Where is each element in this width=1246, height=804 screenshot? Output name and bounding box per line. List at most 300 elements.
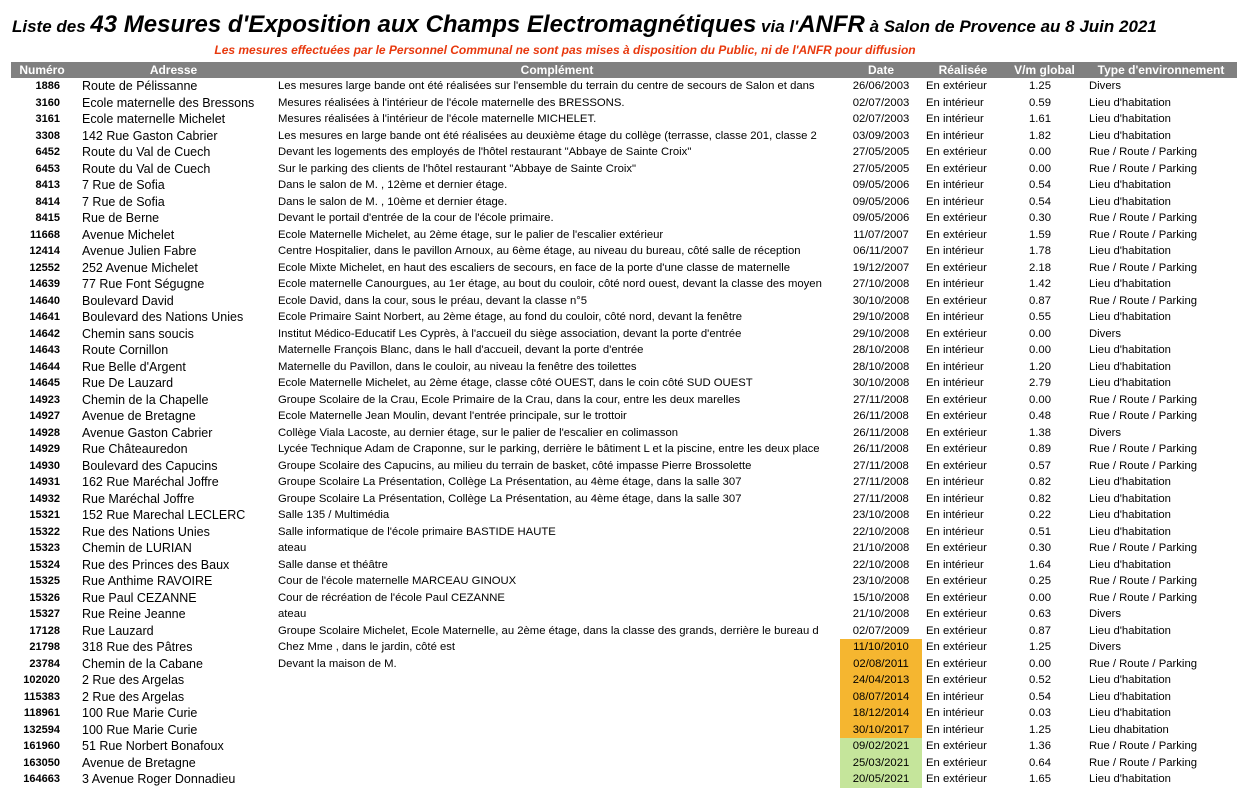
cell-vm-global: 0.63 <box>1029 608 1051 621</box>
cell-date: 25/03/2021 <box>840 755 922 772</box>
cell-complement: Ecole Primaire Saint Norbert, au 2ème étage, au fond du couloir, côté nord, devant la fenêtre <box>278 311 743 324</box>
cell-type-environnement: Lieu d'habitation <box>1089 311 1171 324</box>
cell-type-environnement: Lieu d'habitation <box>1089 179 1171 192</box>
cell-vm-global: 1.78 <box>1029 245 1051 258</box>
table-row <box>11 524 1237 541</box>
cell-type-environnement: Lieu d'habitation <box>1089 344 1171 357</box>
table-row <box>11 95 1237 112</box>
cell-adresse: Route du Val de Cuech <box>82 161 211 176</box>
cell-numero: 3160 <box>35 96 60 109</box>
cell-date: 26/11/2008 <box>853 443 909 456</box>
cell-vm-global: 0.87 <box>1029 624 1051 637</box>
cell-vm-global: 1.38 <box>1029 426 1051 439</box>
cell-vm-global: 0.00 <box>1029 591 1051 604</box>
table-row <box>11 755 1237 772</box>
cell-date: 09/05/2006 <box>852 179 910 192</box>
cell-type-environnement: Lieu d'habitation <box>1089 195 1171 208</box>
cell-vm-global: 0.89 <box>1029 443 1051 456</box>
table-body <box>11 78 1237 788</box>
cell-date: 24/04/2013 <box>840 672 922 689</box>
cell-realisee: En intérieur <box>926 360 984 373</box>
cell-type-environnement: Lieu d'habitation <box>1089 278 1171 291</box>
table-row <box>11 639 1237 656</box>
cell-type-environnement: Rue / Route / Parking <box>1089 459 1198 472</box>
header-realisee[interactable]: Réalisée <box>922 62 1004 78</box>
table-row <box>11 309 1237 326</box>
table-row <box>11 342 1237 359</box>
table-row <box>11 293 1237 310</box>
cell-complement: Ecole Mixte Michelet, en haut des escaliers de secours, en face de la porte d'une classe de maternelle <box>278 261 791 274</box>
cell-realisee: En extérieur <box>926 228 987 241</box>
cell-date: 09/05/2006 <box>852 195 910 208</box>
table-row <box>11 243 1237 260</box>
cell-type-environnement: Rue / Route / Parking <box>1089 657 1198 670</box>
cell-numero: 14644 <box>29 360 60 373</box>
cell-realisee: En extérieur <box>926 327 987 340</box>
cell-vm-global: 0.57 <box>1029 459 1051 472</box>
cell-numero: 17128 <box>29 624 60 637</box>
cell-realisee: En intérieur <box>926 476 984 489</box>
cell-complement: Groupe Scolaire de la Crau, Ecole Primaire de la Crau, dans la cour, entre les deux marelles <box>278 393 741 406</box>
header-date[interactable]: Date <box>840 62 922 78</box>
cell-complement <box>274 722 840 739</box>
cell-numero: 11668 <box>30 228 60 241</box>
cell-adresse: 7 Rue de Sofia <box>82 178 165 193</box>
cell-type-environnement: Lieu d'habitation <box>1089 129 1171 142</box>
cell-adresse: Chemin sans soucis <box>82 326 194 341</box>
cell-type-environnement: Lieu d'habitation <box>1089 245 1171 258</box>
cell-type-environnement: Lieu d'habitation <box>1089 558 1171 571</box>
cell-numero: 14639 <box>29 278 60 291</box>
cell-realisee: En intérieur <box>926 113 984 126</box>
cell-complement: Devant la maison de M. <box>278 657 397 670</box>
cell-date: 18/12/2014 <box>840 705 922 722</box>
cell-vm-global: 0.54 <box>1029 690 1051 703</box>
cell-vm-global: 0.30 <box>1029 212 1051 225</box>
cell-type-environnement: Divers <box>1089 426 1122 439</box>
cell-type-environnement: Lieu d'habitation <box>1089 96 1171 109</box>
table-row <box>11 161 1237 178</box>
cell-numero: 6452 <box>35 146 60 159</box>
cell-complement: Ecole Maternelle Jean Moulin, devant l'entrée principale, sur le trottoir <box>278 410 627 423</box>
cell-adresse: 3 Avenue Roger Donnadieu <box>82 772 236 787</box>
cell-vm-global: 1.20 <box>1029 360 1051 373</box>
cell-numero: 21798 <box>29 641 60 654</box>
cell-vm-global: 1.42 <box>1029 278 1051 291</box>
table-row <box>11 590 1237 607</box>
cell-vm-global: 0.30 <box>1029 542 1051 555</box>
cell-complement: Salle 135 / Multimédia <box>278 509 390 522</box>
cell-vm-global: 2.18 <box>1029 261 1051 274</box>
cell-vm-global: 0.82 <box>1029 492 1051 505</box>
cell-vm-global: 1.64 <box>1029 558 1051 571</box>
cell-adresse: Avenue de Bretagne <box>82 755 196 770</box>
cell-adresse: Route de Pélissanne <box>82 79 198 94</box>
cell-vm-global: 0.03 <box>1029 707 1051 720</box>
cell-numero: 14645 <box>29 377 60 390</box>
cell-adresse: Rue Reine Jeanne <box>82 607 186 622</box>
cell-date: 02/08/2011 <box>840 656 922 673</box>
cell-realisee: En intérieur <box>926 723 984 736</box>
cell-numero: 15321 <box>29 509 60 522</box>
cell-realisee: En extérieur <box>926 542 987 555</box>
cell-adresse: Route du Val de Cuech <box>82 145 211 160</box>
cell-complement: Salle informatique de l'école primaire BASTIDE HAUTE <box>278 525 556 538</box>
cell-numero: 12414 <box>29 245 60 258</box>
table-row <box>11 722 1237 739</box>
cell-complement: Mesures réalisées à l'intérieur de l'école maternelle MICHELET. <box>278 113 597 126</box>
cell-date: 11/10/2010 <box>840 639 922 656</box>
cell-realisee: En extérieur <box>926 443 987 456</box>
cell-type-environnement: Rue / Route / Parking <box>1089 740 1198 753</box>
cell-adresse: Rue De Lauzard <box>82 376 174 391</box>
cell-date: 27/11/2008 <box>853 393 909 406</box>
cell-adresse: Rue de Berne <box>82 211 160 226</box>
cell-date: 26/06/2003 <box>852 80 910 93</box>
table-row <box>11 623 1237 640</box>
cell-complement: ateau <box>278 542 307 555</box>
cell-numero: 15324 <box>29 558 60 571</box>
cell-numero: 3308 <box>35 129 60 142</box>
cell-adresse: Chemin de LURIAN <box>82 541 192 556</box>
cell-vm-global: 0.25 <box>1029 575 1051 588</box>
cell-vm-global: 0.82 <box>1029 476 1051 489</box>
table-row <box>11 260 1237 277</box>
cell-adresse: 77 Rue Font Ségugne <box>82 277 205 292</box>
cell-vm-global: 1.25 <box>1029 641 1051 654</box>
cell-realisee: En intérieur <box>926 525 984 538</box>
cell-adresse: 100 Rue Marie Curie <box>82 722 198 737</box>
cell-date: 02/07/2003 <box>852 113 910 126</box>
cell-adresse: Rue Belle d'Argent <box>82 359 186 374</box>
cell-adresse: Chemin de la Chapelle <box>82 392 209 407</box>
cell-vm-global: 0.00 <box>1029 344 1051 357</box>
table-row <box>11 441 1237 458</box>
table-row <box>11 672 1237 689</box>
cell-numero: 14643 <box>29 344 60 357</box>
cell-numero: 8414 <box>35 195 60 208</box>
cell-complement: Salle danse et théâtre <box>278 558 388 571</box>
cell-complement: Dans le salon de M. , 10ème et dernier étage. <box>278 195 508 208</box>
cell-numero: 15327 <box>29 608 60 621</box>
cell-numero: 14931 <box>29 476 60 489</box>
cell-realisee: En extérieur <box>926 641 987 654</box>
cell-vm-global: 1.65 <box>1029 773 1051 786</box>
table-row <box>11 705 1237 722</box>
cell-type-environnement: Lieu d'habitation <box>1089 624 1171 637</box>
cell-numero: 102020 <box>23 674 60 687</box>
cell-vm-global: 0.22 <box>1029 509 1051 522</box>
cell-date: 26/11/2008 <box>853 426 909 439</box>
cell-complement: Cour de l'école maternelle MARCEAU GINOUX <box>278 575 517 588</box>
cell-complement: Devant les logements des employés de l'hôtel restaurant "Abbaye de Sainte Croix" <box>278 146 692 159</box>
cell-complement <box>274 672 840 689</box>
cell-complement: Centre Hospitalier, dans le pavillon Arnoux, au 6ème étage, au niveau du bureau, côté salle de réception <box>278 245 801 258</box>
cell-date: 29/10/2008 <box>852 311 910 324</box>
cell-type-environnement: Lieu d'habitation <box>1089 492 1171 505</box>
cell-type-environnement: Rue / Route / Parking <box>1089 591 1198 604</box>
cell-numero: 163050 <box>23 756 60 769</box>
cell-complement: Groupe Scolaire Michelet, Ecole Maternelle, au 2ème étage, dans la classe des grands, derrière le bureau d <box>278 624 819 637</box>
cell-complement <box>274 771 840 788</box>
cell-adresse: Rue des Princes des Baux <box>82 557 230 572</box>
cell-numero: 132594 <box>23 723 60 736</box>
cell-adresse: Avenue de Bretagne <box>82 409 196 424</box>
cell-realisee: En intérieur <box>926 377 984 390</box>
cell-realisee: En extérieur <box>926 608 987 621</box>
cell-date: 29/10/2008 <box>852 327 910 340</box>
cell-vm-global: 0.87 <box>1029 294 1051 307</box>
cell-type-environnement: Rue / Route / Parking <box>1089 542 1198 555</box>
cell-realisee: En extérieur <box>926 294 987 307</box>
table-row <box>11 111 1237 128</box>
cell-vm-global: 0.64 <box>1029 756 1051 769</box>
cell-date: 28/10/2008 <box>852 360 910 373</box>
cell-vm-global: 0.59 <box>1029 96 1051 109</box>
cell-adresse: Ecole maternelle des Bressons <box>82 95 255 110</box>
cell-numero: 3161 <box>35 113 60 126</box>
cell-type-environnement: Rue / Route / Parking <box>1089 410 1198 423</box>
cell-date: 03/09/2003 <box>852 129 910 142</box>
table-row <box>11 656 1237 673</box>
cell-adresse: Avenue Gaston Cabrier <box>82 425 213 440</box>
cell-complement: Dans le salon de M. , 12ème et dernier étage. <box>278 179 508 192</box>
table-row <box>11 540 1237 557</box>
cell-type-environnement: Lieu d'habitation <box>1089 377 1171 390</box>
cell-numero: 161960 <box>23 740 60 753</box>
cell-adresse: 7 Rue de Sofia <box>82 194 165 209</box>
cell-date: 08/07/2014 <box>840 689 922 706</box>
cell-type-environnement: Rue / Route / Parking <box>1089 162 1198 175</box>
cell-realisee: En extérieur <box>926 740 987 753</box>
cell-type-environnement: Rue / Route / Parking <box>1089 393 1198 406</box>
table-row <box>11 606 1237 623</box>
cell-numero: 14640 <box>29 294 60 307</box>
table-row <box>11 771 1237 788</box>
cell-date: 02/07/2009 <box>852 624 910 637</box>
cell-type-environnement: Divers <box>1089 641 1122 654</box>
table-row <box>11 573 1237 590</box>
cell-adresse: Boulevard des Nations Unies <box>82 310 244 325</box>
cell-adresse: Boulevard David <box>82 293 174 308</box>
cell-vm-global: 0.55 <box>1029 311 1051 324</box>
cell-numero: 14928 <box>29 426 60 439</box>
cell-complement: Ecole Maternelle Michelet, au 2ème étage, classe côté OUEST, dans le coin côté SUD OUEST <box>278 377 753 390</box>
cell-complement <box>274 705 840 722</box>
cell-realisee: En intérieur <box>926 129 984 142</box>
cell-numero: 15322 <box>29 525 60 538</box>
cell-date: 22/10/2008 <box>852 558 910 571</box>
cell-realisee: En intérieur <box>926 278 984 291</box>
cell-type-environnement: Divers <box>1089 80 1122 93</box>
cell-complement: Ecole maternelle Canourgues, au 1er étage, au bout du couloir, côté nord ouest, devant la classe des moyen <box>278 278 822 291</box>
table-row <box>11 738 1237 755</box>
table-row <box>11 128 1237 145</box>
cell-date: 30/10/2008 <box>852 294 910 307</box>
cell-numero: 14642 <box>29 327 60 340</box>
cell-vm-global: 1.61 <box>1029 113 1051 126</box>
cell-type-environnement: Rue / Route / Parking <box>1089 146 1198 159</box>
cell-adresse: 142 Rue Gaston Cabrier <box>82 128 218 143</box>
cell-date: 06/11/2007 <box>853 245 909 258</box>
cell-adresse: Avenue Julien Fabre <box>82 244 197 259</box>
table-row <box>11 194 1237 211</box>
cell-type-environnement: Rue / Route / Parking <box>1089 756 1198 769</box>
cell-numero: 1886 <box>35 80 60 93</box>
cell-date: 21/10/2008 <box>852 542 910 555</box>
cell-numero: 14641 <box>29 311 60 324</box>
cell-realisee: En extérieur <box>926 575 987 588</box>
cell-vm-global: 0.48 <box>1029 410 1051 423</box>
cell-numero: 8413 <box>35 179 60 192</box>
cell-type-environnement: Divers <box>1089 608 1122 621</box>
cell-complement <box>274 689 840 706</box>
cell-adresse: 2 Rue des Argelas <box>82 689 185 704</box>
cell-date: 27/05/2005 <box>852 146 910 159</box>
header-complement[interactable]: Complément <box>274 62 840 78</box>
cell-type-environnement: Rue / Route / Parking <box>1089 443 1198 456</box>
cell-realisee: En extérieur <box>926 393 987 406</box>
cell-date: 09/02/2021 <box>840 738 922 755</box>
cell-complement: ateau <box>278 608 307 621</box>
cell-realisee: En intérieur <box>926 245 984 258</box>
table-row <box>11 276 1237 293</box>
cell-realisee: En extérieur <box>926 773 987 786</box>
cell-realisee: En extérieur <box>926 410 987 423</box>
cell-vm-global: 0.00 <box>1029 393 1051 406</box>
cell-realisee: En extérieur <box>926 459 987 472</box>
cell-complement: Sur le parking des clients de l'hôtel restaurant "Abbaye de Sainte Croix" <box>278 162 637 175</box>
cell-complement: Lycée Technique Adam de Craponne, sur le parking, derrière le bâtiment L et la piscine, entre les deux place <box>278 443 820 456</box>
header-vm-global[interactable]: V/m global <box>1004 62 1085 78</box>
cell-realisee: En intérieur <box>926 195 984 208</box>
cell-numero: 8415 <box>35 212 60 225</box>
table-row <box>11 425 1237 442</box>
title-suffix: à Salon de Provence au 8 Juin 2021 <box>864 17 1157 36</box>
cell-vm-global: 1.59 <box>1029 228 1051 241</box>
cell-type-environnement: Lieu d'habitation <box>1089 773 1171 786</box>
cell-adresse: Avenue Michelet <box>82 227 175 242</box>
cell-vm-global: 0.00 <box>1029 162 1051 175</box>
title-via: via l' <box>756 17 799 36</box>
cell-numero: 6453 <box>35 162 60 175</box>
cell-adresse: 152 Rue Marechal LECLERC <box>82 508 246 523</box>
cell-complement: Ecole David, dans la cour, sous le préau, devant la classe n°5 <box>278 294 588 307</box>
cell-date: 23/10/2008 <box>852 575 910 588</box>
cell-type-environnement: Divers <box>1089 327 1122 340</box>
cell-complement <box>274 755 840 772</box>
title-anfr: ANFR <box>798 11 865 38</box>
cell-realisee: En intérieur <box>926 509 984 522</box>
table-row <box>11 177 1237 194</box>
cell-numero: 14932 <box>29 492 60 505</box>
cell-realisee: En extérieur <box>926 212 987 225</box>
cell-complement: Ecole Maternelle Michelet, au 2ème étage, sur le palier de l'escalier extérieur <box>278 228 664 241</box>
cell-complement <box>274 738 840 755</box>
table-row <box>11 491 1237 508</box>
cell-adresse: 252 Avenue Michelet <box>82 260 198 275</box>
cell-adresse: Rue Anthime RAVOIRE <box>82 574 213 589</box>
cell-adresse: Chemin de la Cabane <box>82 656 203 671</box>
table-row <box>11 392 1237 409</box>
header-adresse[interactable]: Adresse <box>73 62 274 78</box>
cell-complement: Groupe Scolaire des Capucins, au milieu du terrain de basket, côté impasse Pierre Brossolette <box>278 459 752 472</box>
cell-adresse: Ecole maternelle Michelet <box>82 112 226 127</box>
cell-complement: Chez Mme , dans le jardin, côté est <box>278 641 456 654</box>
cell-date: 27/10/2008 <box>852 278 910 291</box>
cell-vm-global: 1.25 <box>1029 723 1051 736</box>
cell-type-environnement: Lieu d'habitation <box>1089 360 1171 373</box>
cell-complement: Institut Médico-Educatif Les Cyprès, à l'accueil du siège association, devant la porte d'entrée <box>278 327 742 340</box>
cell-vm-global: 1.36 <box>1029 740 1051 753</box>
table-row <box>11 689 1237 706</box>
cell-date: 19/12/2007 <box>852 261 910 274</box>
cell-vm-global: 0.00 <box>1029 146 1051 159</box>
cell-realisee: En extérieur <box>926 162 987 175</box>
cell-complement: Les mesures large bande ont été réalisées sur l'ensemble du terrain du centre de secours de Salon et dans <box>278 80 815 93</box>
cell-realisee: En extérieur <box>926 674 987 687</box>
cell-numero: 14929 <box>29 443 60 456</box>
cell-vm-global: 1.82 <box>1029 129 1051 142</box>
cell-date: 09/05/2006 <box>852 212 910 225</box>
cell-numero: 14927 <box>29 410 60 423</box>
cell-type-environnement: Rue / Route / Parking <box>1089 212 1198 225</box>
cell-adresse: 51 Rue Norbert Bonafoux <box>82 739 224 754</box>
table-row <box>11 408 1237 425</box>
cell-realisee: En intérieur <box>926 179 984 192</box>
header-type-environnement[interactable]: Type d'environnement <box>1085 62 1237 78</box>
cell-realisee: En extérieur <box>926 591 987 604</box>
cell-complement: Devant le portail d'entrée de la cour de l'école primaire. <box>278 212 554 225</box>
cell-vm-global: 0.51 <box>1029 525 1051 538</box>
cell-numero: 23784 <box>29 657 60 670</box>
cell-date: 28/10/2008 <box>852 344 910 357</box>
cell-realisee: En intérieur <box>926 344 984 357</box>
cell-complement: Groupe Scolaire La Présentation, Collège La Présentation, au 4ème étage, dans la salle 307 <box>278 476 742 489</box>
cell-adresse: 100 Rue Marie Curie <box>82 706 198 721</box>
cell-vm-global: 0.54 <box>1029 195 1051 208</box>
table-row <box>11 474 1237 491</box>
cell-complement: Cour de récréation de l'école Paul CEZANNE <box>278 591 505 604</box>
cell-realisee: En intérieur <box>926 96 984 109</box>
cell-realisee: En intérieur <box>926 690 984 703</box>
cell-vm-global: 1.25 <box>1029 80 1051 93</box>
cell-numero: 15325 <box>29 575 60 588</box>
cell-numero: 115383 <box>23 690 60 703</box>
cell-date: 02/07/2003 <box>852 96 910 109</box>
cell-realisee: En extérieur <box>926 657 987 670</box>
cell-type-environnement: Rue / Route / Parking <box>1089 294 1198 307</box>
cell-date: 30/10/2017 <box>840 722 922 739</box>
cell-date: 27/11/2008 <box>853 492 909 505</box>
cell-type-environnement: Lieu d'habitation <box>1089 525 1171 538</box>
cell-complement: Maternelle du Pavillon, dans le couloir, au niveau la fenêtre des toilettes <box>278 360 637 373</box>
cell-date: 21/10/2008 <box>852 608 910 621</box>
cell-date: 23/10/2008 <box>852 509 910 522</box>
disclaimer-subtitle: Les mesures effectuées par le Personnel Communal ne sont pas mises à disposition du Public, ni de l'ANFR pour diffusion <box>214 43 916 57</box>
cell-numero: 12552 <box>29 261 60 274</box>
cell-realisee: En intérieur <box>926 311 984 324</box>
cell-numero: 14923 <box>29 393 60 406</box>
page-title <box>12 8 1242 45</box>
cell-realisee: En intérieur <box>926 558 984 571</box>
table-row <box>11 458 1237 475</box>
header-numero[interactable]: Numéro <box>11 62 73 78</box>
table-row <box>11 144 1237 161</box>
cell-realisee: En extérieur <box>926 146 987 159</box>
table-row <box>11 78 1237 95</box>
cell-date: 11/07/2007 <box>853 228 909 241</box>
